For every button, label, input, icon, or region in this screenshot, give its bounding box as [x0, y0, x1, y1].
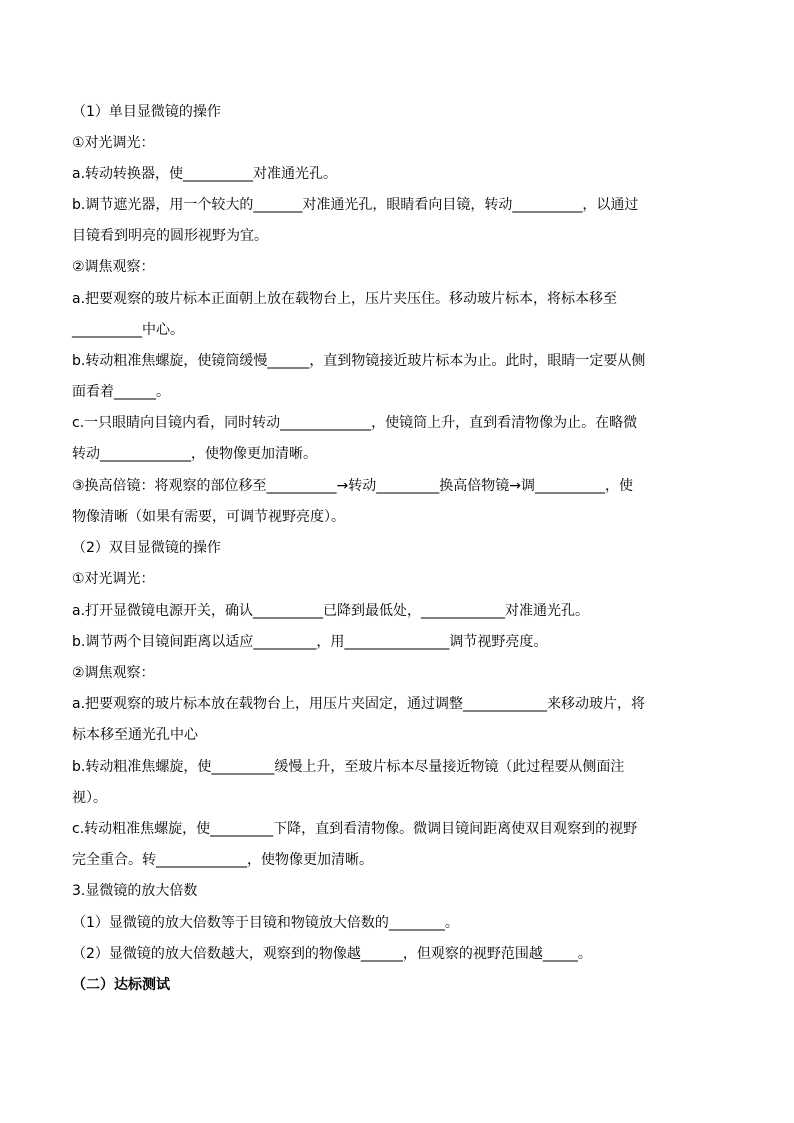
subheading-light-adjust: ①对光调光： [72, 135, 155, 151]
section-heading-monocular: （1）单目显微镜的操作 [72, 104, 221, 120]
section-heading-magnification: 3.显微镜的放大倍数 [72, 883, 198, 899]
text-line: a.打开显微镜电源开关，确认__________已降到最低处，____________对准通光孔。 [72, 603, 590, 619]
text-line: （1）显微镜的放大倍数等于目镜和物镜放大倍数的________。 [72, 915, 459, 931]
text-line: b.转动粗准焦螺旋，使_________缓慢上升，至玻片标本尽量接近物镜（此过程要从侧面注 [72, 759, 625, 775]
text-line: 目镜看到明亮的圆形视野为宜。 [72, 228, 268, 244]
section-heading-test: （二）达标测试 [72, 977, 170, 993]
subheading-focus-observe: ②调焦观察： [72, 665, 155, 681]
text-line: 标本移至通光孔中心 [72, 727, 198, 743]
text-line: b.调节两个目镜间距离以适应_________，用_______________调节视野亮度。 [72, 634, 548, 650]
subheading-focus-observe: ②调焦观察： [72, 259, 155, 275]
text-line: b.转动粗准焦螺旋，使镜筒缓慢______，直到物镜接近玻片标本为止。此时，眼睛一定要从侧 [72, 353, 646, 369]
section-heading-binocular: （2）双目显微镜的操作 [72, 540, 221, 556]
text-line: c.转动粗准焦螺旋，使_________下降，直到看清物像。微调目镜间距离使双目观察到的视野 [72, 821, 638, 837]
text-line: 视）。 [72, 790, 107, 806]
text-line: __________中心。 [72, 322, 184, 338]
text-line: c.一只眼睛向目镜内看，同时转动_____________，使镜筒上升，直到看清物像为止。在略微 [72, 415, 638, 431]
text-line: a.把要观察的玻片标本放在载物台上，用压片夹固定，通过调整____________来移动玻片，将 [72, 696, 646, 712]
text-line: 物像清晰（如果有需要，可调节视野亮度）。 [72, 509, 345, 525]
text-line: a.把要观察的玻片标本正面朝上放在载物台上，压片夹压住。移动玻片标本，将标本移至 [72, 291, 618, 307]
text-line: （2）显微镜的放大倍数越大，观察到的物像越______，但观察的视野范围越_____。 [72, 946, 592, 962]
text-line: ③换高倍镜：将观察的部位移至__________→转动_________换高倍物镜→调__________，使 [72, 478, 634, 494]
subheading-light-adjust: ①对光调光： [72, 571, 155, 587]
text-line: 面看着______。 [72, 384, 170, 400]
text-line: b.调节遮光器，用一个较大的_______对准通光孔，眼睛看向目镜，转动__________，以通过 [72, 197, 639, 213]
text-line: a.转动转换器，使__________对准通光孔。 [72, 166, 338, 182]
text-line: 完全重合。转_____________，使物像更加清晰。 [72, 852, 373, 868]
text-line: 转动_____________，使物像更加清晰。 [72, 446, 317, 462]
